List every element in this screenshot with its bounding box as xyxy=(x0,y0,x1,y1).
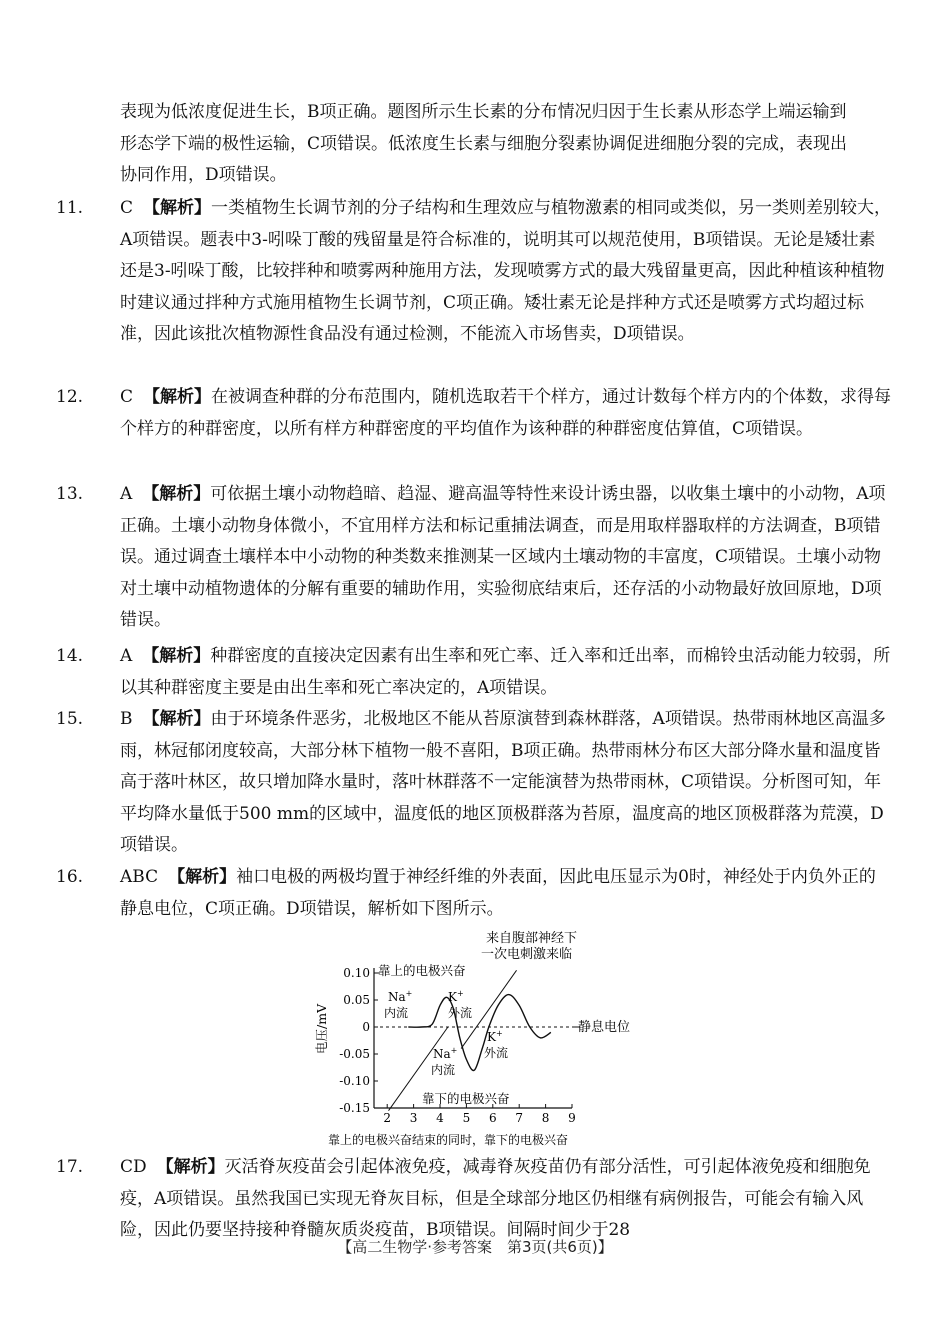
answer-item-16 xyxy=(56,862,892,925)
analysis-tag: 【解析】 xyxy=(142,484,211,504)
y-tick-label: -0.15 xyxy=(339,1101,370,1115)
upper-electrode-label: 靠上的电极兴奋 xyxy=(378,963,466,978)
y-tick-label: -0.05 xyxy=(339,1047,370,1061)
item-answer: CD xyxy=(120,1157,147,1177)
page-footer: 【高二生物学·参考答案 第3页(共6页)】 xyxy=(337,1238,613,1256)
x-tick-label: 6 xyxy=(488,1111,497,1125)
item-text: 袖口电极的两极均置于神经纤维的外表面，因此电压显示为0时，神经处于内负外正的静息电位，C项正确。D项错误，解析如下图所示。 xyxy=(120,867,876,919)
x-tick-label: 8 xyxy=(541,1111,550,1125)
answer-item-11 xyxy=(56,193,892,351)
k-outflow-1-text: 外流 xyxy=(448,1006,473,1020)
x-tick-label: 5 xyxy=(462,1111,471,1125)
item-text: 在被调查种群的分布范围内，随机选取若干个样方，通过计数每个样方内的个体数，求得每个样方的种群密度，以所有样方种群密度的平均值作为该种群的种群密度估算值，C项错误。 xyxy=(120,387,892,439)
intro-paragraph: 表现为低浓度促进生长，B项正确。题图所示生长素的分布情况归因于生长素从形态学上端运输到形态学下端的极性运输，C项错误。低浓度生长素与细胞分裂素协调促进细胞分裂的完成，表现出协同作用，D项错误。 xyxy=(120,102,848,185)
y-tick-label: 0 xyxy=(362,1020,370,1034)
item-text: 可依据土壤小动物趋暗、趋湿、避高温等特性来设计诱虫器，以收集土壤中的小动物，A项正确。土壤小动物身体微小，不宜用样方法和标记重捕法调查，而是用取样器取样的方法调查，B项错误。通过调查土壤样本中小动物的种类数来推测某一区域内土壤动物的丰富度，C项错误。土壤小动物对土壤中动植物遗体的分解有重要的辅助作用，实验彻底结束后，还存活的小动物最好放回原地，D项错误。 xyxy=(120,484,886,630)
answer-item-14 xyxy=(56,641,892,704)
na-inflow-1-text: 内流 xyxy=(384,1006,409,1020)
y-tick-label: 0.10 xyxy=(343,966,370,980)
item-number: 14. xyxy=(56,646,84,666)
item-number: 17. xyxy=(56,1157,84,1177)
item-answer: ABC xyxy=(120,867,159,887)
x-tick-label: 3 xyxy=(409,1111,418,1125)
k-outflow-2-label: K+ xyxy=(487,1029,503,1044)
analysis-tag: 【解析】 xyxy=(142,709,211,729)
answer-item-12 xyxy=(56,382,892,445)
analysis-tag: 【解析】 xyxy=(143,198,212,218)
analysis-tag: 【解析】 xyxy=(156,1157,225,1177)
item-text: 灭活脊灰疫苗会引起体液免疫，减毒脊灰疫苗仍有部分活性，可引起体液免疫和细胞免疫，A项错误。虽然我国已实现无脊灰目标，但是全球部分地区仍相继有病例报告，可能会有输入风险，因此仍要坚持接种脊髓灰质炎疫苗，B项错误。间隔时间少于28 xyxy=(120,1157,871,1240)
top-label-1: 来自腹部神经下 xyxy=(486,931,578,946)
item-number: 11. xyxy=(56,198,84,218)
analysis-tag: 【解析】 xyxy=(142,646,211,666)
item-answer: A xyxy=(120,646,133,666)
analysis-tag: 【解析】 xyxy=(168,867,237,887)
top-label-2: 一次电刺激来临 xyxy=(481,947,573,962)
x-tick-label: 2 xyxy=(383,1111,392,1125)
k-outflow-2-text: 外流 xyxy=(484,1046,509,1060)
item-text: 种群密度的直接决定因素有出生率和死亡率、迁入率和迁出率，而棉铃虫活动能力较弱，所以其种群密度主要是由出生率和死亡率决定的，A项错误。 xyxy=(120,646,891,698)
analysis-tag: 【解析】 xyxy=(143,387,212,407)
y-axis-label: 电压/mV xyxy=(314,1003,329,1054)
answer-item-17 xyxy=(56,1152,892,1247)
answer-item-15 xyxy=(56,704,892,862)
item-answer: C xyxy=(120,198,134,218)
na-inflow-1-label: Na+ xyxy=(388,989,413,1004)
item-answer: B xyxy=(120,709,133,729)
y-tick-label: 0.05 xyxy=(343,993,370,1007)
item-number: 15. xyxy=(56,709,84,729)
na-inflow-2-text: 内流 xyxy=(431,1063,456,1077)
x-tick-label: 9 xyxy=(568,1111,576,1125)
lower-electrode-label: 靠下的电极兴奋 xyxy=(422,1091,510,1106)
k-outflow-1-label: K+ xyxy=(448,989,464,1004)
resting-potential-label: 静息电位 xyxy=(578,1020,631,1035)
item-text: 由于环境条件恶劣，北极地区不能从苔原演替到森林群落，A项错误。热带雨林地区高温多雨，林冠郁闭度较高，大部分林下植物一般不喜阳，B项正确。热带雨林分布区大部分降水量和温度皆高于落叶林区，故只增加降水量时，落叶林群落不一定能演替为热带雨林，C项错误。分析图可知，年平均降水量低于500 mm的区域中，温度低的地区顶极群落为苔原，温度高的地区顶极群落为荒漠，D项错误。 xyxy=(120,709,886,855)
membrane-potential-figure xyxy=(300,928,660,1150)
voltage-curve xyxy=(408,995,551,1071)
item-text: 一类植物生长调节剂的分子结构和生理效应与植物激素的相同或类似，另一类则差别较大，A项错误。题表中3-吲哚丁酸的残留量是符合标准的，说明其可以规范使用，B项错误。无论是矮壮素还是3-吲哚丁酸，比较拌种和喷雾两种施用方法，发现喷雾方式的最大残留量更高，因此种植该种植物时建议通过拌种方式施用植物生长调节剂，C项正确。矮壮素无论是拌种方式还是喷雾方式均超过标准，因此该批次植物源性食品没有通过检测，不能流入市场售卖，D项错误。 xyxy=(120,198,892,344)
item-answer: A xyxy=(120,484,133,504)
bottom-caption: 靠上的电极兴奋结束的同时，靠下的电极兴奋 xyxy=(328,1133,569,1147)
item-number: 13. xyxy=(56,484,84,504)
na-inflow-2-label: Na+ xyxy=(433,1046,458,1061)
y-tick-label: -0.10 xyxy=(339,1074,370,1088)
answer-item-13 xyxy=(56,479,892,637)
item-number: 16. xyxy=(56,867,84,887)
x-tick-label: 4 xyxy=(436,1111,444,1125)
item-answer: C xyxy=(120,387,134,407)
item-number: 12. xyxy=(56,387,84,407)
x-tick-label: 7 xyxy=(515,1111,524,1125)
